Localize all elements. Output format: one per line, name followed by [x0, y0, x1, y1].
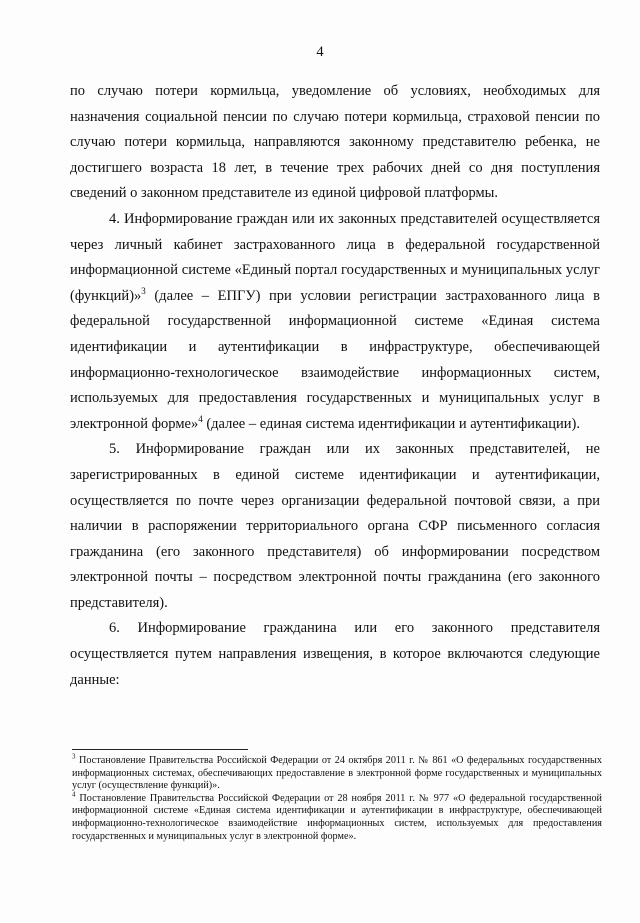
- footnote-text: Постановление Правительства Российской Федерации от 28 ноября 2011 г. № 977 «О федеральной государственной информационной системе «Единая система идентификации и аутентификации в инфраструктуре, обеспечивающей информационно-технологическое взаимодействие информационных систем, используемых для предоставления государственных и муниципальных услуг в электронной форме».: [72, 792, 602, 842]
- document-body: [70, 79, 600, 693]
- footnote-mark: 4: [72, 790, 76, 799]
- footnote-reference: 4: [198, 413, 203, 424]
- footnote-4: [72, 790, 602, 843]
- paragraph-text: 4. Информирование граждан или их законных представителей осуществляется через личный кабинет застрахованного лица в федеральной государственной информационной системе «Единый портал государственных и муниципальных услуг (функций)»: [70, 210, 600, 304]
- paragraph-text: (далее – единая система идентификации и аутентификации).: [202, 415, 580, 432]
- footnote-reference: 3: [141, 285, 146, 296]
- paragraph-item-6: 6. Информирование гражданина или его законного представителя осуществляется путем направления извещения, в которое включаются следующие данные:: [70, 620, 600, 688]
- paragraph-item-5: 5. Информирование граждан или их законных представителей, не зарегистрированных в единой системе идентификации и аутентификации, осуществляется по почте через организации федеральной почтовой связи, а при наличии в распоряжении территориального органа СФР письменного согласия гражданина (его законного представителя) об информировании посредством электронной почты – посредством электронной почты гражданина (его законного представителя).: [70, 441, 600, 611]
- footnote-text: Постановление Правительства Российской Федерации от 24 октября 2011 г. № 861 «О федеральных государственных информационных системах, обеспечивающих предоставление в электронной форме государственных и муниципальных услуг (осуществление функций)».: [72, 755, 602, 792]
- footnote-3: [72, 752, 602, 793]
- footnote-mark: 3: [72, 752, 76, 761]
- paragraph-continuation: по случаю потери кормильца, уведомление об условиях, необходимых для назначения социальной пенсии по случаю потери кормильца, страховой пенсии по случаю потери кормильца, направляются законному представителю ребенка, не достигшего возраста 18 лет, в течение трех рабочих дней со дня поступления сведений о законном представителе из единой цифровой платформы.: [70, 83, 600, 202]
- footnote-divider: [72, 749, 248, 750]
- footnotes: [72, 752, 602, 843]
- page-number: 4: [316, 44, 324, 60]
- paragraph-text: (далее – ЕПГУ) при условии регистрации застрахованного лица в федеральной государственной информационной системе «Единая система идентификации и аутентификации в инфраструктуре, обеспечивающей информационно-технологическое взаимодействие информационных систем, используемых для предоставления государственных и муниципальных услуг в электронной форме»: [70, 287, 600, 432]
- paragraph-item-4: [70, 207, 600, 437]
